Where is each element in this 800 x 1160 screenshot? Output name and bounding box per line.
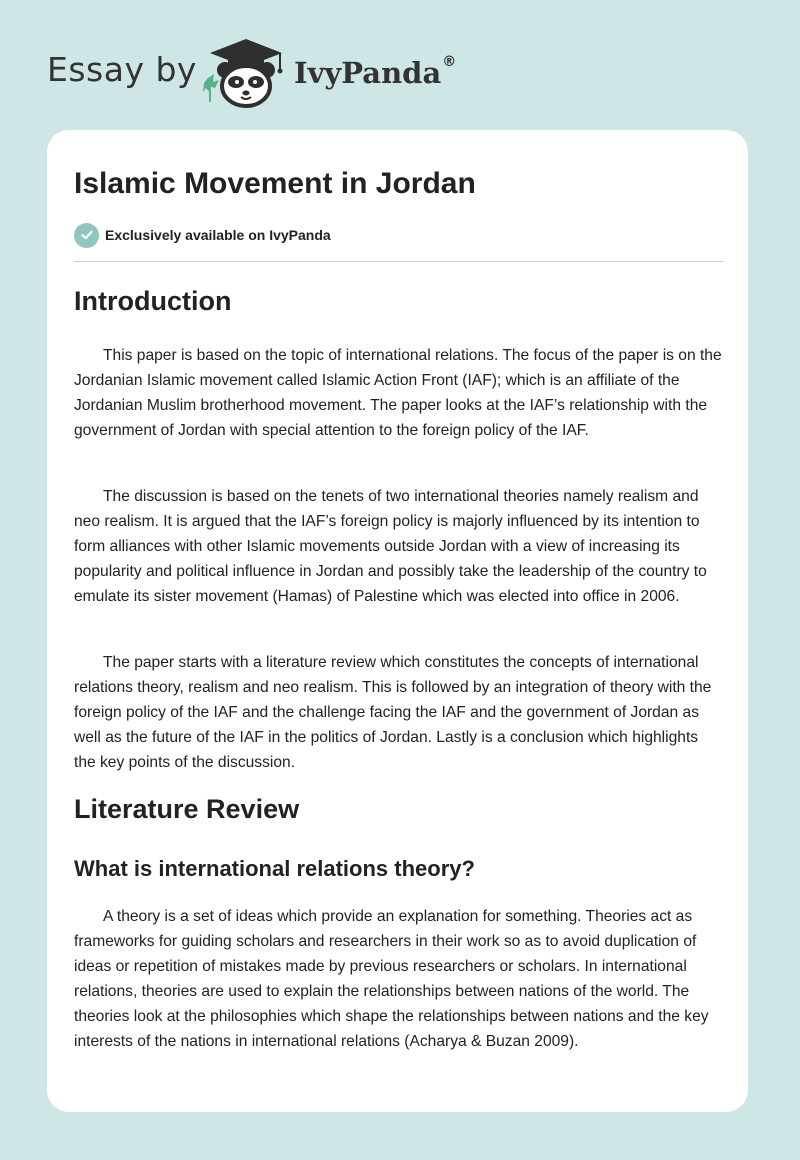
- ivypanda-logo-icon[interactable]: [200, 36, 292, 108]
- paragraph-intro-3: The paper starts with a literature review which constitutes the concepts of international relations theory, realism and neo realism. This is followed by an integration of theory with the foreign policy of the IAF and the challenge facing the IAF and the government of Jordan as well as the future of the IAF in the politics of Jordan. Lastly is a conclusion which highlights the key points of the discussion.: [74, 654, 712, 771]
- exclusive-badge-text: Exclusively available on IvyPanda: [105, 227, 331, 243]
- page-title: Islamic Movement in Jordan: [74, 167, 476, 200]
- essay-card: [47, 130, 748, 1112]
- section-heading-introduction: Introduction: [74, 286, 232, 316]
- paragraph-ir-theory-1: A theory is a set of ideas which provide an explanation for something. Theories act as frameworks for guiding scholars and researchers in their work so as to avoid duplication of ideas or repetition of mistakes made by previous researchers or scholars. In international relations, theories are used to explain the relationships between nations of the world. The theories look at the philosophies which shape the relationships between nations and the key interests of the nations in international relations (Acharya & Buzan 2009).: [74, 908, 709, 1050]
- exclusive-badge: [74, 222, 331, 248]
- subheading-ir-theory: What is international relations theory?: [74, 856, 475, 881]
- site-header: [0, 0, 800, 120]
- paragraph-intro-2: The discussion is based on the tenets of two international theories namely realism and neo realism. It is argued that the IAF’s foreign policy is majorly influenced by its intention to form alliances with other Islamic movements outside Jordan with a view of increasing its popularity and political influence in Jordan and possibly take the leadership of the country to emulate its sister movement (Hamas) of Palestine which was elected into office in 2006.: [74, 488, 707, 605]
- checkmark-icon: [74, 223, 99, 248]
- section-heading-literature-review: Literature Review: [74, 794, 300, 824]
- title-divider: [74, 261, 724, 262]
- brand-name[interactable]: IvyPanda®: [294, 54, 457, 90]
- paragraph-intro-1: This paper is based on the topic of international relations. The focus of the paper is on the Jordanian Islamic movement called Islamic Action Front (IAF); which is an affiliate of the Jordanian Muslim brotherhood movement. The paper looks at the IAF’s relationship with the government of Jordan with special attention to the foreign policy of the IAF.: [74, 347, 722, 439]
- essay-by-label: Essay by: [47, 50, 197, 89]
